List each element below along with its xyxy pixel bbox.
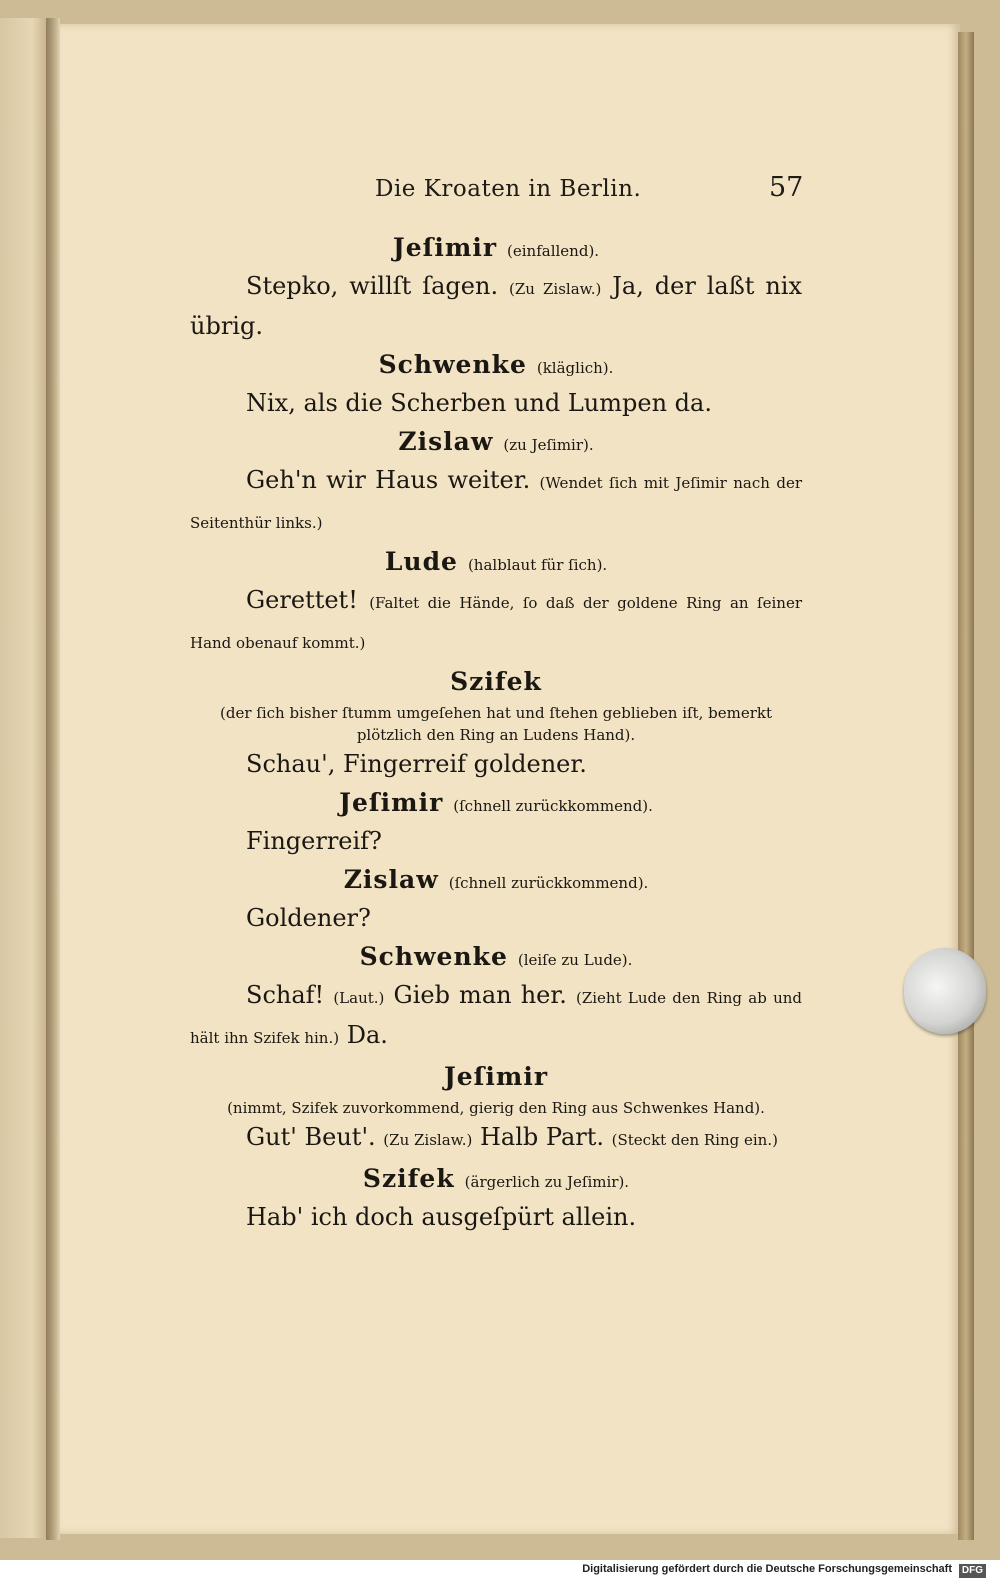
speech-text: Halb Part. (472, 1123, 612, 1151)
stage-direction: (zu Jeſimir). (503, 436, 594, 454)
speech-text: Da. (339, 1021, 388, 1049)
speech-text: Stepko, willſt ſagen. (246, 272, 509, 300)
stage-direction: (ärgerlich zu Jeſimir). (464, 1173, 630, 1191)
stage-direction: (kläglich). (536, 359, 614, 377)
speaker-name: Schwenke (378, 350, 527, 379)
speech-line (190, 1119, 802, 1159)
speech-text: Fingerreif? (246, 827, 382, 855)
speaker-line (190, 937, 802, 977)
speech-line (190, 385, 802, 422)
dfg-logo: DFG (959, 1564, 986, 1578)
left-page-edge (0, 18, 46, 1538)
speaker-name: Jeſimir (392, 233, 498, 262)
speaker-line (190, 542, 802, 582)
book-gutter (46, 18, 60, 1540)
speech-text: Gieb man her. (384, 981, 576, 1009)
footer-bar (0, 1560, 1000, 1583)
speech-line (190, 1199, 802, 1236)
stage-direction: (Steckt den Ring ein.) (611, 1131, 778, 1149)
speech-text: Hab' ich doch ausgeſpürt allein. (246, 1203, 637, 1231)
stage-direction-line: (der ſich bisher ſtumm umgeſehen hat und ſtehen geblieben iſt, bemerkt plötzlich den Ring an Ludens Hand). (220, 704, 772, 744)
speech-text: Gerettet! (246, 586, 370, 614)
stage-direction: (Faltet die Hände, ſo daß der goldene Ring an ſeiner Hand obenauf kommt.) (190, 594, 802, 652)
play-text (190, 228, 802, 1236)
speaker-name: Szifek (450, 667, 542, 696)
speaker-name: Jeſimir (443, 1062, 549, 1091)
speech-line (190, 746, 802, 783)
stage-direction: (Zu Zislaw.) (383, 1131, 473, 1149)
speaker-line (190, 228, 802, 268)
speaker-name: Zislaw (398, 427, 494, 456)
stage-direction: (halblaut für ſich). (467, 556, 608, 574)
speech-text: Geh'n wir Haus weiter. (246, 466, 540, 494)
speech-text: Schau', Fingerreif goldener. (246, 750, 587, 778)
running-title: Die Kroaten in Berlin. (375, 176, 642, 202)
stage-direction-line: (nimmt, Szifek zuvorkommend, gierig den Ring aus Schwenkes Hand). (227, 1099, 765, 1117)
speaker-line (190, 422, 802, 462)
stage-direction: (Zieht Lude den Ring ab und hält ihn Szifek hin.) (190, 989, 803, 1047)
speaker-name: Schwenke (359, 942, 508, 971)
speech-text: Schaf! (246, 981, 334, 1009)
speaker-line (190, 345, 802, 385)
speaker-name: Jeſimir (339, 788, 444, 817)
speech-line (190, 268, 802, 345)
stage-direction: (Wendet ſich mit Jeſimir nach der Seitenthür links.) (190, 474, 802, 532)
speech-line (190, 823, 802, 860)
page-edge-stack (958, 32, 974, 1540)
stage-direction: (leiſe zu Lude). (517, 951, 633, 969)
speech-line (190, 900, 802, 937)
speech-text: Goldener? (246, 904, 371, 932)
speaker-line (190, 783, 802, 823)
speech-text: Ja, der laßt nix übrig. (190, 272, 802, 340)
speech-line (190, 462, 802, 542)
speaker-line (190, 1159, 802, 1199)
stage-direction: (ſchnell zurückkommend). (453, 797, 653, 815)
funding-notice: Digitalisierung gefördert durch die Deutsche Forschungsgemeinschaft (582, 1563, 952, 1575)
speech-line (190, 977, 802, 1057)
page-number: 57 (769, 172, 804, 203)
speaker-name: Szifek (362, 1164, 455, 1193)
speaker-line (190, 662, 802, 702)
speaker-name: Lude (384, 547, 458, 576)
stage-direction: (Zu Zislaw.) (509, 280, 602, 298)
paper-clip-holder (904, 948, 986, 1034)
stage-direction: (einfallend). (507, 242, 600, 260)
speaker-line (190, 860, 802, 900)
speech-line (190, 582, 802, 662)
speech-text: Gut' Beut'. (246, 1123, 384, 1151)
stage-direction: (Laut.) (333, 989, 385, 1007)
stage-direction: (ſchnell zurückkommend). (448, 874, 649, 892)
speaker-name: Zislaw (343, 865, 439, 894)
speech-text: Nix, als die Scherben und Lumpen da. (246, 389, 712, 417)
speaker-line (190, 1057, 802, 1097)
